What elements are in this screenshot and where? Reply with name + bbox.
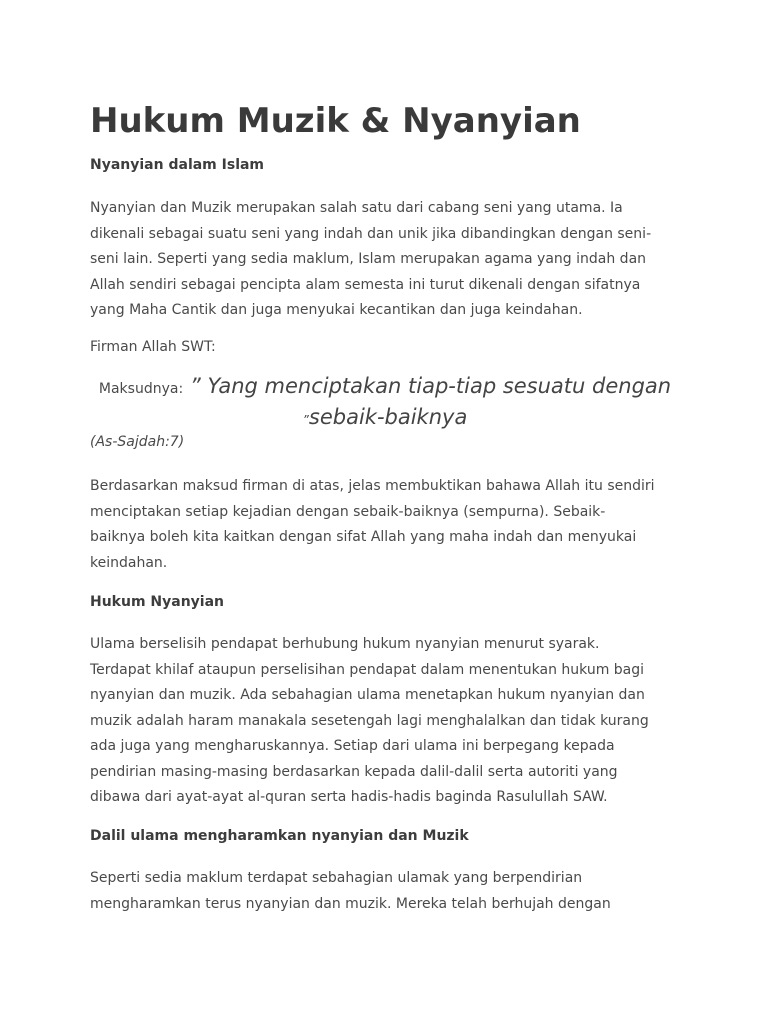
quote-line-2: sebaik-baiknya	[308, 405, 468, 429]
paragraph-line: pendirian masing-masing berdasarkan kepada dalil-dalil serta autoriti yang	[90, 763, 618, 780]
section-heading-dalil-ulama: Dalil ulama mengharamkan nyanyian dan Muzik	[90, 828, 469, 844]
paragraph-line: menciptakan setiap kejadian dengan sebaik-baiknya (sempurna). Sebaik-	[90, 503, 606, 520]
dalil-paragraph	[90, 866, 680, 917]
paragraph-line: Terdapat khilaf ataupun perselisihan pendapat dalam menentukan hukum bagi	[90, 661, 645, 678]
section-heading-nyanyian-dalam-islam: Nyanyian dalam Islam	[90, 157, 265, 173]
hukum-paragraph	[90, 632, 680, 811]
paragraph-line: Ulama berselisih pendapat berhubung hukum nyanyian menurut syarak.	[90, 636, 600, 652]
paragraph-line: dibawa dari ayat-ayat al-quran serta hadis-hadis baginda Rasulullah SAW.	[90, 789, 608, 805]
paragraph-line: dikenali sebagai suatu seni yang indah dan unik jika dibandingkan dengan seni-	[90, 225, 652, 242]
paragraph-line: muzik adalah haram manakala sesetengah lagi menghalalkan dan tidak kurang	[90, 712, 649, 729]
paragraph-line: seni lain. Seperti yang sedia maklum, Islam merupakan agama yang indah dan	[90, 251, 647, 267]
paragraph-line: mengharamkan terus nyanyian dan muzik. Mereka telah berhujah dengan	[90, 895, 611, 912]
paragraph-line: nyanyian dan muzik. Ada sebahagian ulama menetapkan hukum nyanyian dan	[90, 687, 645, 703]
page-title: Hukum Muzik & Nyanyian	[90, 101, 581, 141]
quote-close-mark: ”	[302, 413, 309, 427]
quote-line-1: Yang menciptakan tiap-tiap sesuatu dengan	[207, 374, 672, 398]
firman-label: Firman Allah SWT:	[90, 339, 216, 355]
paragraph-line: ada juga yang mengharuskannya. Setiap dari ulama ini berpegang kepada	[90, 738, 615, 754]
explanation-paragraph	[90, 474, 680, 576]
paragraph-line: baiknya boleh kita kaitkan dengan sifat Allah yang maha indah dan menyukai	[90, 529, 637, 545]
paragraph-line: Allah sendiri sebagai pencipta alam semesta ini turut dikenali dengan sifatnya	[90, 276, 641, 293]
section-heading-hukum-nyanyian: Hukum Nyanyian	[90, 594, 225, 610]
intro-paragraph	[90, 196, 680, 324]
paragraph-line: yang Maha Cantik dan juga menyukai kecantikan dan juga keindahan.	[90, 302, 583, 318]
quote-citation: (As-Sajdah:7)	[90, 434, 185, 450]
paragraph-line: Seperti sedia maklum terdapat sebahagian ulamak yang berpendirian	[90, 870, 583, 886]
quran-quote	[90, 372, 680, 434]
paragraph-line: Nyanyian dan Muzik merupakan salah satu dari cabang seni yang utama. Ia	[90, 200, 623, 216]
quote-prefix: Maksudnya:	[98, 381, 184, 397]
paragraph-line: keindahan.	[90, 554, 168, 571]
quote-open-mark: ”	[189, 374, 201, 398]
paragraph-line: Berdasarkan maksud firman di atas, jelas membuktikan bahawa Allah itu sendiri	[90, 478, 655, 494]
